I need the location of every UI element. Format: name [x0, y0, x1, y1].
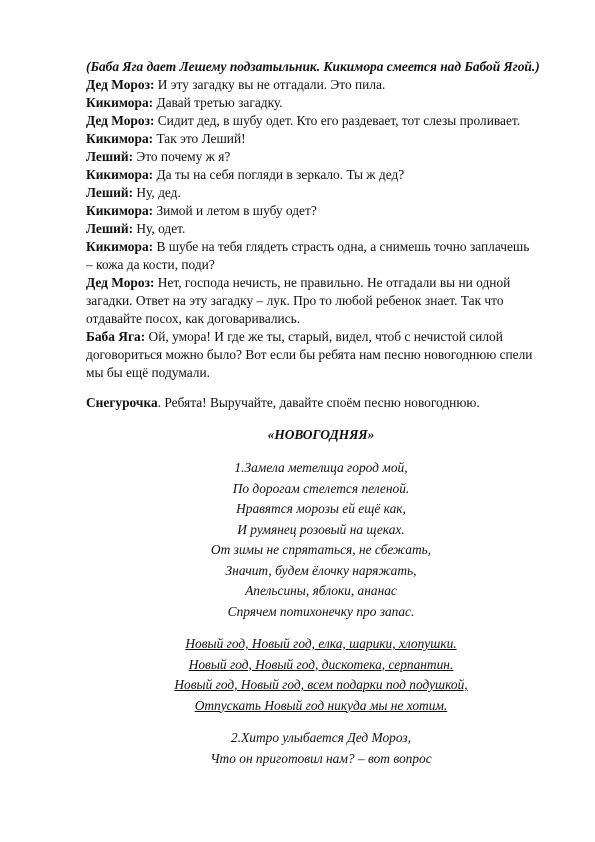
verse-line: И румянец розовый на щеках.: [237, 521, 405, 537]
speaker: Дед Мороз:: [86, 113, 155, 128]
line-text: Так это Леший!: [153, 131, 246, 146]
line-text: Ну, одет.: [133, 221, 186, 236]
dialogue-line: [86, 238, 556, 256]
stage-direction: (Баба Яга дает Лешему подзатыльник. Кикимора смеется над Бабой Ягой.): [86, 59, 540, 74]
verse-line: Апельсины, яблоки, ананас: [245, 583, 397, 598]
snegurochka-line: [86, 394, 556, 412]
speaker: Кикимора:: [86, 239, 154, 254]
speaker: Кикимора:: [86, 167, 154, 182]
line-text: мы бы ещё подумали.: [86, 365, 210, 380]
line-text: Зимой и летом в шубу одет?: [153, 203, 317, 218]
speaker: Дед Мороз:: [86, 275, 155, 290]
verse-line: Нравятся морозы ей ещё как,: [236, 501, 406, 516]
verse-line: 1.Замела метелица город мой,: [234, 460, 408, 475]
speaker: Кикимора:: [86, 131, 154, 146]
document-page: [86, 58, 556, 769]
speaker: Леший:: [86, 221, 134, 236]
dialogue-line: [86, 130, 556, 148]
line-text: Ой, умора! И где же ты, старый, видел, чтоб с нечистой силой: [145, 329, 503, 344]
dialogue-line: [86, 346, 556, 364]
verse-line: По дорогам стелется пеленой.: [232, 480, 410, 496]
dialogue-line: [86, 328, 556, 346]
speaker: Кикимора:: [86, 203, 154, 218]
line-text: И эту загадку вы не отгадали. Это пила.: [154, 77, 386, 92]
speaker: Баба Яга:: [86, 329, 146, 344]
verse-line: Значит, будем ёлочку наряжать,: [225, 562, 417, 578]
verse-line: Спрячем потихонечку про запас.: [227, 603, 415, 619]
dialogue-line: [86, 202, 556, 220]
dialogue-line: [86, 256, 556, 274]
verse-line: От зимы не спрятаться, не сбежать,: [210, 542, 432, 557]
dialogue-line: [86, 310, 556, 328]
chorus-line: Отпускать Новый год никуда мы не хотим.: [194, 697, 448, 713]
dialogue-line: [86, 220, 556, 238]
speaker: Дед Мороз:: [86, 77, 155, 92]
dialogue-line: [86, 148, 556, 166]
speaker: Леший:: [86, 185, 134, 200]
line-text: Ну, дед.: [133, 185, 181, 200]
dialogue-line: [86, 292, 556, 310]
chorus-line: Новый год, Новый год, всем подарки под подушкой,: [174, 677, 468, 692]
dialogue-line: [86, 274, 556, 292]
chorus: [86, 634, 556, 716]
line-text: договориться можно было? Вот если бы ребята нам песню новогоднюю спели: [86, 347, 533, 362]
line-text: В шубе на тебя глядеть страсть одна, а снимешь точно заплачешь: [153, 239, 530, 254]
line-text: Давай третью загадку.: [153, 95, 283, 110]
dialogue-line: [86, 184, 556, 202]
verse-1: [86, 458, 556, 622]
dialogue-line: [86, 112, 556, 130]
dialogue-line: [86, 94, 556, 112]
line-text: Да ты на себя погляди в зеркало. Ты ж дед?: [153, 167, 405, 182]
verse-line: 2.Хитро улыбается Дед Мороз,: [231, 730, 411, 745]
dialogue-line: [86, 166, 556, 184]
dialogue-line: [86, 76, 556, 94]
speaker: Леший:: [86, 149, 134, 164]
dialogue-line: [86, 364, 556, 382]
line-text: Нет, господа нечисть, не правильно. Не отгадали вы ни одной: [154, 275, 511, 290]
chorus-line: Новый год, Новый год, дискотека, серпантин.: [188, 656, 454, 672]
line-text: . Ребята! Выручайте, давайте споём песню новогоднюю.: [157, 395, 480, 410]
line-text: Это почему ж я?: [133, 149, 231, 164]
line-text: загадки. Ответ на эту загадку – лук. Про то любой ребенок знает. Так что: [86, 293, 504, 308]
line-text: Сидит дед, в шубу одет. Кто его раздевает, тот слезы проливает.: [154, 113, 521, 128]
line-text: отдавайте посох, как договаривались.: [86, 311, 301, 326]
dialogue: [86, 76, 556, 382]
verse-line: Что он приготовил нам? – вот вопрос: [210, 750, 432, 766]
speaker: Снегурочка: [86, 395, 158, 410]
chorus-line: Новый год, Новый год, елка, шарики, хлопушки.: [185, 636, 457, 651]
song-title: «НОВОГОДНЯЯ»: [267, 427, 375, 442]
speaker: Кикимора:: [86, 95, 154, 110]
verse-2: [86, 728, 556, 769]
line-text: – кожа да кости, поди?: [86, 257, 215, 272]
